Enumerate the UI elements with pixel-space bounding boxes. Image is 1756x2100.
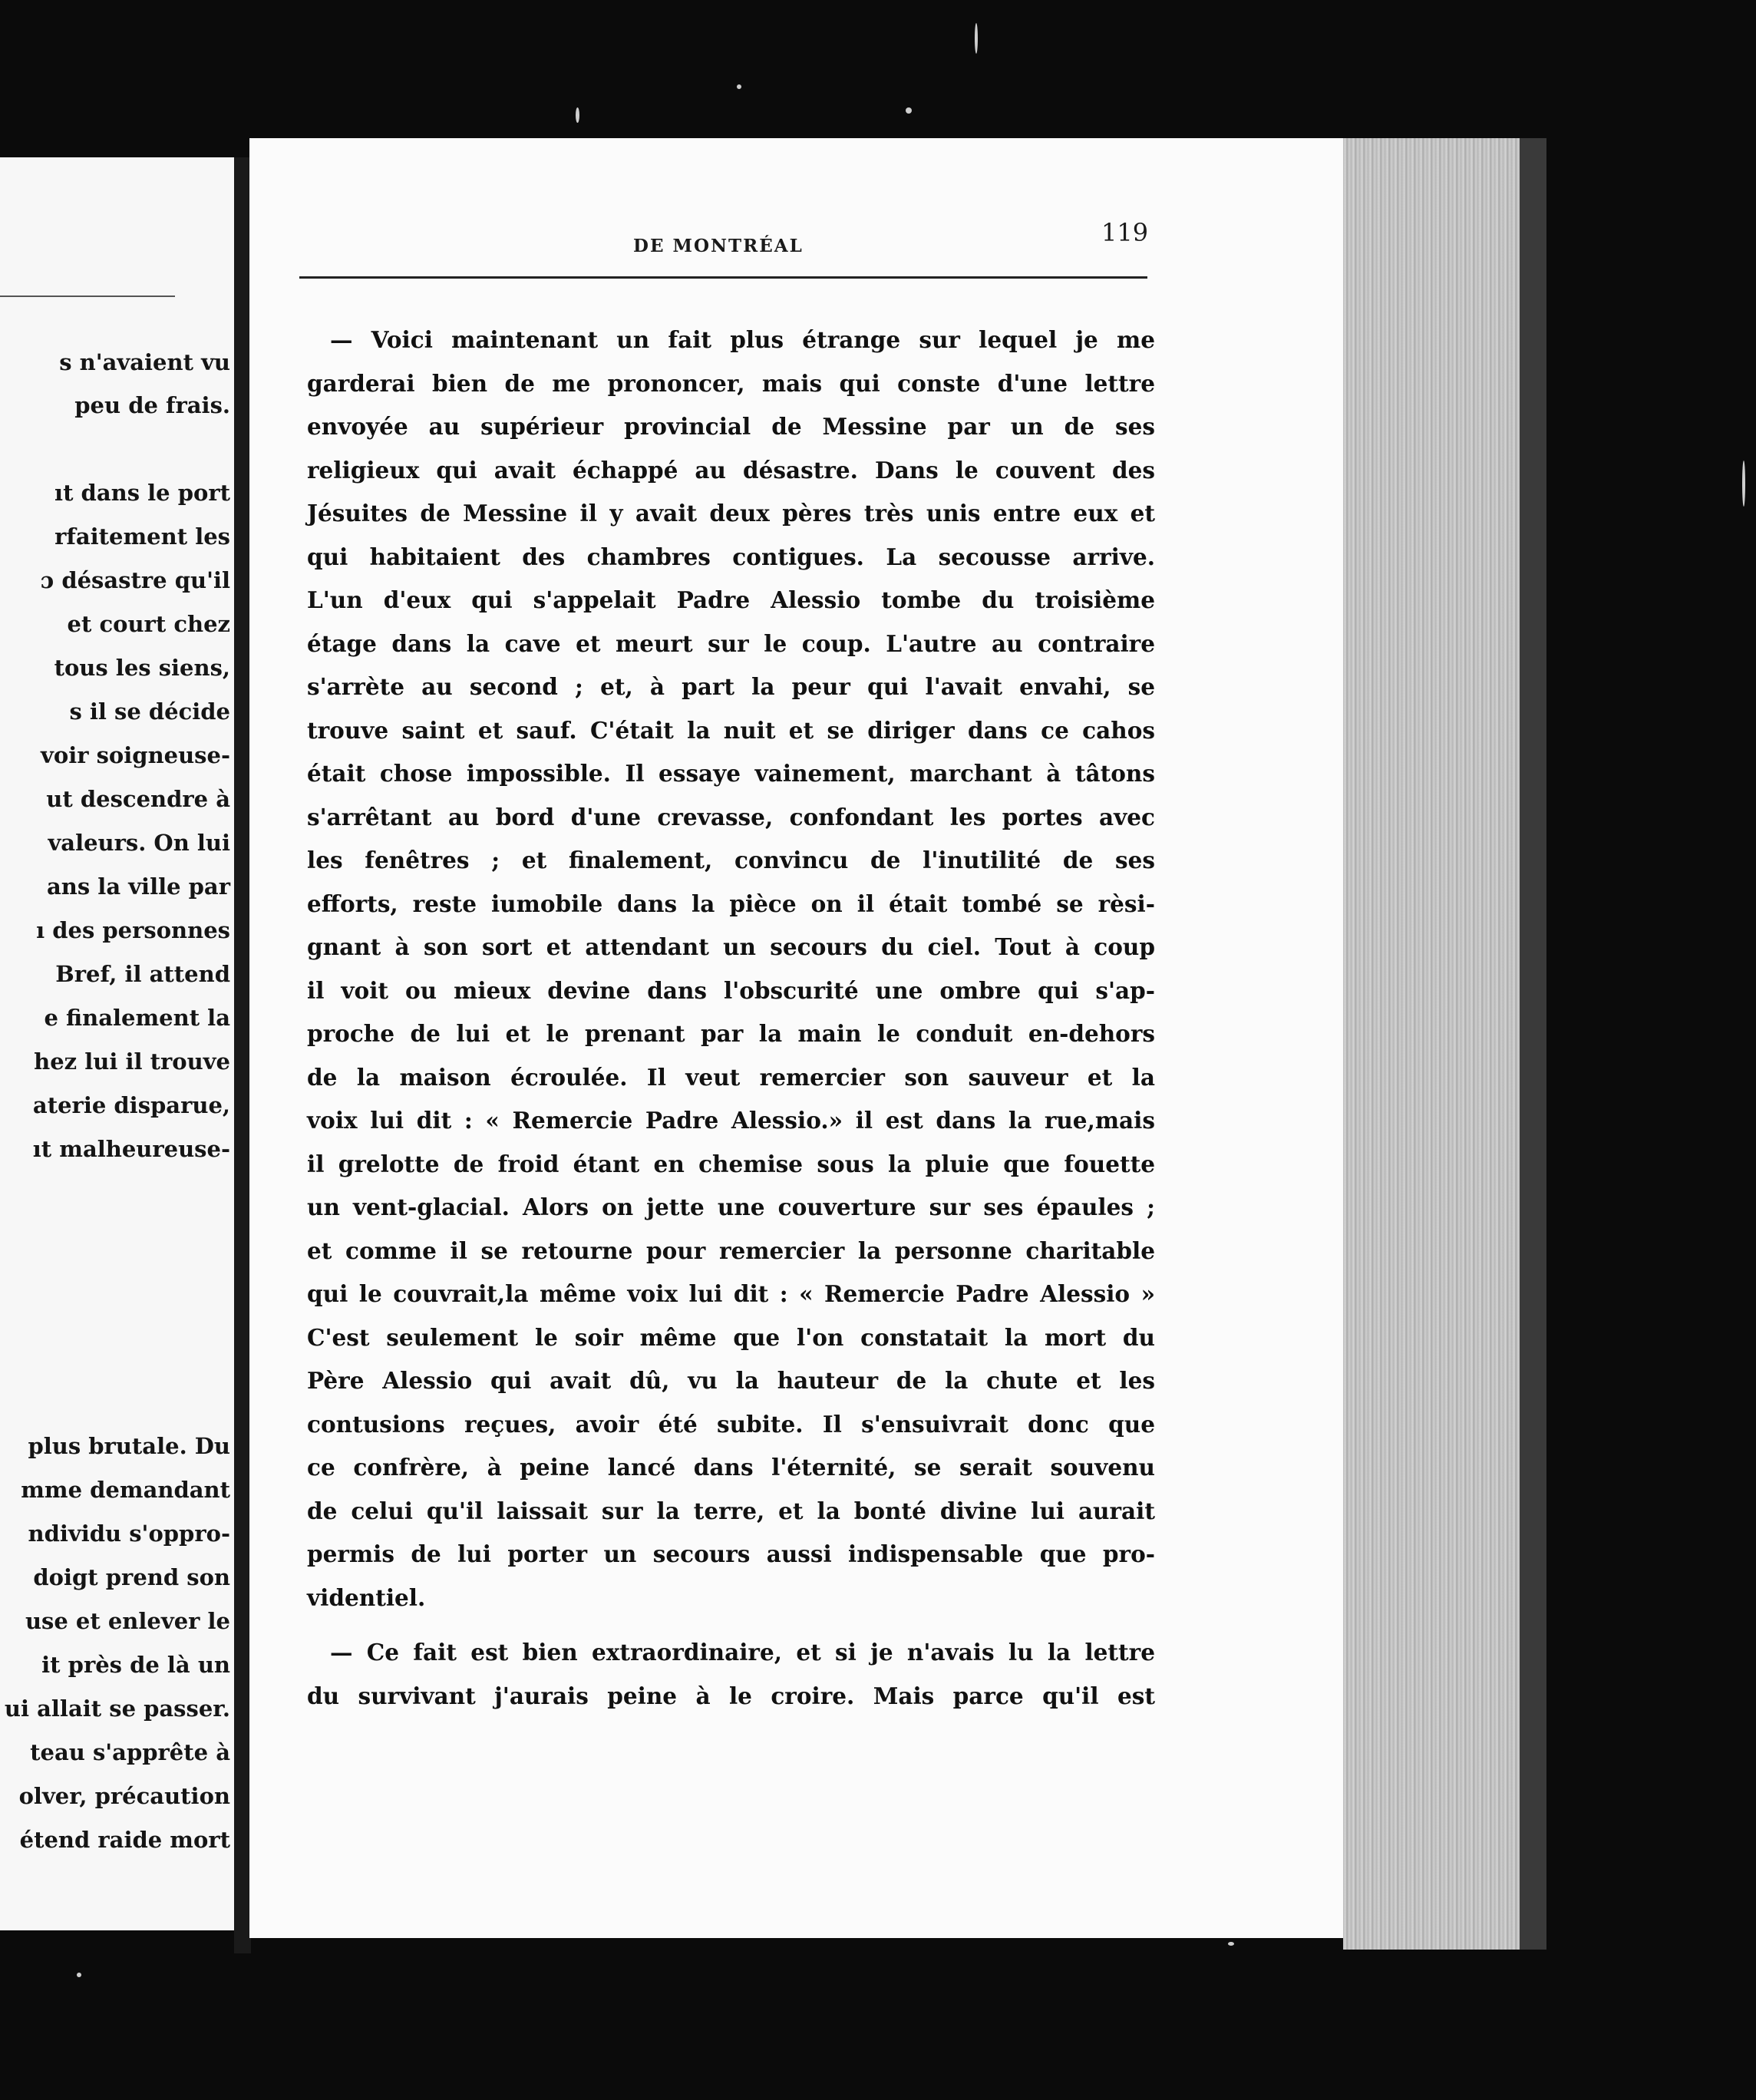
book-edge-shadow: [1520, 138, 1546, 1950]
text-line: garderai bien de me prononcer, mais qui conste d'une lettre: [307, 369, 1155, 397]
text-line: voix lui dit : « Remercie Padre Alessio.» il est dans la rue,mais: [307, 1107, 1155, 1134]
scan-speck: [906, 107, 912, 114]
facing-line: valeurs. On lui: [48, 830, 230, 856]
facing-line: plus brutale. Du: [28, 1433, 230, 1459]
facing-line: ndividu s'oppro-: [28, 1521, 230, 1547]
facing-line: étend raide mort: [19, 1827, 230, 1853]
text-line: trouve saint et sauf. C'était la nuit et se diriger dans ce cahos: [307, 716, 1155, 744]
facing-line: ui allait se passer.: [4, 1696, 230, 1722]
facing-line: doigt prend son: [33, 1564, 230, 1590]
book-page: [249, 138, 1343, 1938]
facing-page-rule: [0, 296, 175, 297]
text-line: envoyée au supérieur provincial de Messine par un de ses: [307, 413, 1155, 440]
text-line: Père Alessio qui avait dû, vu la hauteur de la chute et les: [307, 1367, 1155, 1394]
facing-line: ɔ désastre qu'il: [40, 567, 230, 593]
text-line: Jésuites de Messine il y avait deux pères très unis entre eux et: [307, 500, 1155, 527]
text-line: il grelotte de froid étant en chemise sous la pluie que fouette: [307, 1150, 1155, 1177]
scan-speck: [77, 1973, 81, 1977]
scan-speck: [1742, 461, 1745, 507]
text-line: un vent-glacial. Alors on jette une couverture sur ses épaules ;: [307, 1194, 1155, 1220]
facing-line: mme demandant: [21, 1477, 230, 1503]
facing-line: voir soigneuse-: [41, 742, 230, 768]
text-line: ce confrère, à peine lancé dans l'éternité, se serait souvenu: [307, 1454, 1155, 1481]
text-line: qui habitaient des chambres contigues. La secousse arrive.: [307, 543, 1155, 570]
text-line: gnant à son sort et attendant un secours du ciel. Tout à coup: [307, 933, 1155, 960]
scan-speck: [975, 23, 978, 54]
text-line: et comme il se retourne pour remercier la personne charitable: [307, 1237, 1155, 1264]
facing-line: rfaitement les: [54, 523, 230, 550]
facing-line: Bref, il attend: [55, 961, 230, 987]
facing-line: s n'avaient vu: [59, 349, 230, 375]
book-fore-edge: [1343, 138, 1520, 1950]
text-line: était chose impossible. Il essaye vainement, marchant à tâtons: [307, 760, 1155, 787]
text-line: de celui qu'il laissait sur la terre, et la bonté divine lui aurait: [307, 1497, 1155, 1524]
text-line: proche de lui et le prenant par la main le conduit en-dehors: [307, 1020, 1155, 1047]
scan-speck: [576, 107, 579, 123]
running-header: DE MONTRÉAL: [633, 236, 804, 256]
facing-line: teau s'apprête à: [30, 1739, 230, 1765]
text-line: C'est seulement le soir même que l'on constatait la mort du: [307, 1323, 1155, 1351]
facing-line: tous les siens,: [54, 655, 230, 681]
text-line: videntiel.: [307, 1583, 426, 1611]
text-line: s'arrète au second ; et, à part la peur qui l'avait envahi, se: [307, 673, 1155, 700]
scan-speck: [737, 84, 741, 89]
facing-line: peu de frais.: [74, 392, 230, 418]
text-line: du survivant j'aurais peine à le croire. Mais parce qu'il est: [307, 1682, 1155, 1709]
text-line: — Voici maintenant un fait plus étrange sur lequel je me: [330, 326, 1155, 353]
facing-line: ans la ville par: [47, 873, 230, 900]
text-line: permis de lui porter un secours aussi indispensable que pro-: [307, 1540, 1155, 1567]
text-line: s'arrêtant au bord d'une crevasse, confondant les portes avec: [307, 803, 1155, 830]
text-line: L'un d'eux qui s'appelait Padre Alessio tombe du troisième: [307, 586, 1155, 613]
facing-line: et court chez: [67, 611, 230, 637]
facing-page: [0, 157, 234, 1930]
facing-line: it près de là un: [41, 1652, 230, 1678]
facing-line: ı des personnes: [36, 917, 230, 943]
facing-line: s il se décide: [69, 698, 230, 725]
text-line: les fenêtres ; et finalement, convincu de l'inutilité de ses: [307, 847, 1155, 873]
page-number: 119: [1101, 218, 1149, 247]
text-line: efforts, reste iumobile dans la pièce on il était tombé se rèsi-: [307, 890, 1155, 917]
scan-speck: [1228, 1942, 1234, 1946]
header-rule: [299, 276, 1147, 279]
facing-line: e finalement la: [44, 1005, 230, 1031]
text-line: religieux qui avait échappé au désastre. Dans le couvent des: [307, 456, 1155, 484]
facing-line: olver, précaution: [18, 1783, 230, 1809]
facing-line: ut descendre à: [46, 786, 230, 812]
facing-line: ıt dans le port: [54, 480, 230, 506]
facing-line: aterie disparue,: [32, 1092, 230, 1118]
text-line: étage dans la cave et meurt sur le coup. L'autre au contraire: [307, 629, 1155, 657]
text-line: — Ce fait est bien extraordinaire, et si je n'avais lu la lettre: [330, 1639, 1155, 1666]
text-line: de la maison écroulée. Il veut remercier son sauveur et la: [307, 1063, 1155, 1091]
facing-line: ıt malheureuse-: [32, 1136, 230, 1162]
facing-line: use et enlever le: [25, 1608, 230, 1634]
facing-line: hez lui il trouve: [34, 1048, 230, 1075]
text-line: contusions reçues, avoir été subite. Il s'ensuivrait donc que: [307, 1410, 1155, 1438]
text-line: qui le couvrait,la même voix lui dit : « Remercie Padre Alessio »: [307, 1280, 1155, 1307]
text-line: il voit ou mieux devine dans l'obscurité une ombre qui s'ap-: [307, 976, 1155, 1004]
book-gutter: [234, 157, 251, 1953]
